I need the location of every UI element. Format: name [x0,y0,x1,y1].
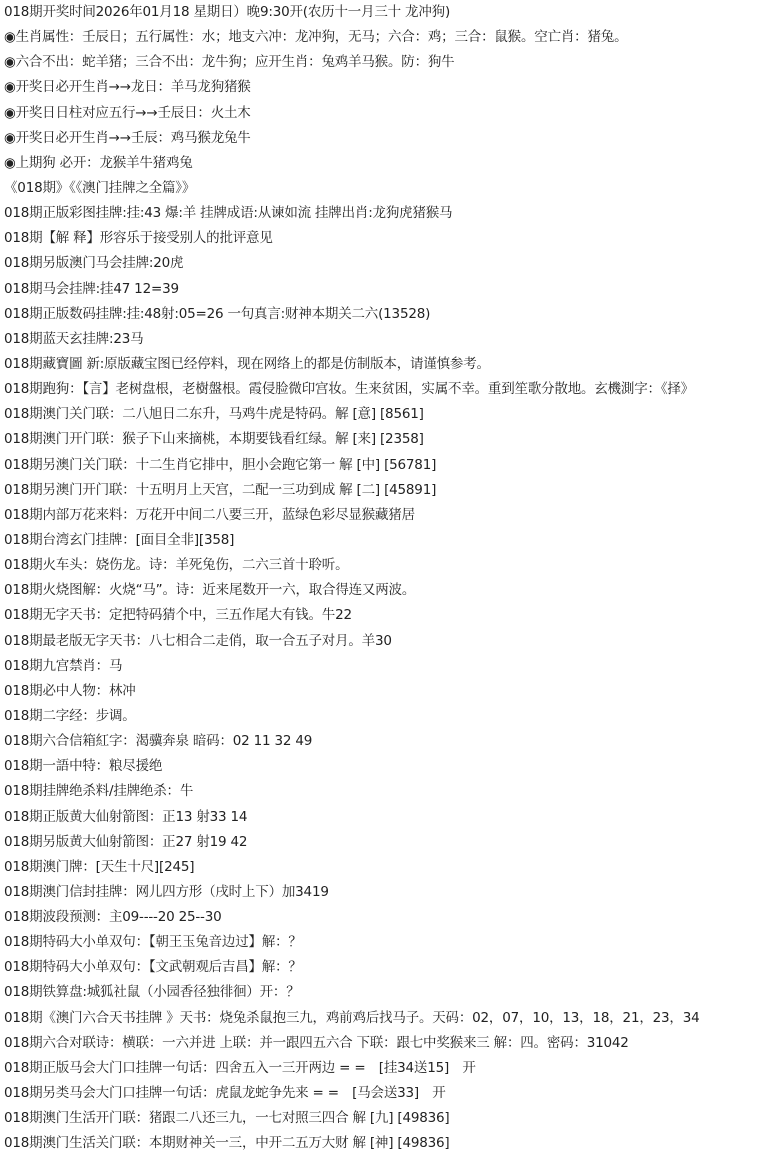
text-line: 018期另版澳门马会挂牌:20虎 [4,255,184,272]
text-line: 018期二字经：步调。 [4,707,136,724]
text-line: 018期正版黄大仙射箭图：正13 射33 14 [4,808,248,825]
text-line: ◉开奖日必开生肖→→壬辰：鸡马猴龙兔牛 [4,129,251,146]
text-line: ◉六合不出：蛇羊猪；三合不出：龙牛狗；应开生肖：兔鸡羊马猴。防：狗牛 [4,54,455,71]
text-line: 018期开奖时间2026年01月18 星期日）晚9:30开(农历十一月三十 龙冲狗) [4,4,451,20]
text-line: ◉开奖日日柱对应五行→→壬辰日：火土木 [4,104,251,121]
text-line: 018期火车头：娆伤龙。诗：羊死兔伤，二六三首十聆听。 [4,557,349,574]
text-line: 018期马会挂牌:挂47 12=39 [4,280,179,297]
text-line: 018期藏寶圖 新:原版藏宝图已经停料，现在网络上的都是仿制版本，请谨慎参考。 [4,355,490,372]
text-line: 018期特码大小单双句：【朝王玉兔音边过】解：？ [4,934,302,951]
text-line: 018期另澳门开门联：十五明月上天宫，二配一三功到成 解 [二] [45891] [4,481,437,498]
text-line: 018期挂牌绝杀料/挂牌绝杀：牛 [4,783,194,800]
text-line: 018期澳门信封挂牌：网儿四方形（戌时上下）加3419 [4,883,329,900]
text-line: 018期澳门生活开门联：猪跟二八还三九，一七对照三四合 解 [九] [49836] [4,1110,450,1127]
text-line: 018期澳门开门联：猴子下山来摘桃，本期要钱看红绿。解 [来] [2358] [4,431,424,448]
text-line: 018期台湾玄门挂牌：[面目全非][358] [4,531,235,548]
text-line: 018期六合信箱紅字：渴骥奔泉 暗码：02 11 32 49 [4,733,313,750]
text-line: 018期澳门关门联：二八旭日二东升，马鸡牛虎是特码。解 [意] [8561] [4,406,424,423]
text-line: 018期澳门生活关门联：本期财神关一三，中开二五万大财 解 [神] [49836] [4,1135,450,1152]
text-line: 018期一語中特：粮尽援绝 [4,758,163,775]
text-line: 018期九宫禁肖：马 [4,657,123,674]
text-line: 018期正版彩图挂牌:挂:43 爆:羊 挂牌成语:从谏如流 挂牌出肖:龙狗虎猪猴马 [4,205,453,222]
text-line: ◉上期狗 必开：龙猴羊牛猪鸡兔 [4,154,193,171]
text-line: 018期无字天书：定把特码猜个中，三五作尾大有钱。牛22 [4,607,352,624]
text-line: 018期内部万花来料：万花开中间二八要三开，蓝绿色彩尽显猴藏猪居 [4,506,415,523]
text-line: 018期正版数码挂牌:挂:48射:05=26 一句真言:财神本期关二六(13528) [4,305,431,322]
text-line: ◉开奖日必开生肖→→龙日：羊马龙狗猪猴 [4,79,251,96]
text-line: ◉生肖属性：壬辰日；五行属性：水；地支六冲：龙冲狗，无马；六合：鸡；三合：鼠猴。空亡肖：猪兔。 [4,29,628,46]
text-line: 018期另类马会大门口挂牌一句话：虎鼠龙蛇争先来 = = [马会送33] 开 [4,1085,446,1102]
text-line: 018期特码大小单双句：【文武朝观后吉昌】解：？ [4,959,302,976]
text-line: 018期必中人物：林冲 [4,682,136,699]
text-line: 018期六合对联诗：横联：一六并进 上联：并一跟四五六合 下联：跟七中奖猴来三 解：四。密码：31042 [4,1034,629,1051]
text-line: 018期波段预测：主09----20 25--30 [4,909,222,926]
text-line: 018期《澳门六合天书挂牌 》天书：烧兔杀鼠抱三九，鸡前鸡后找马子。天码：02，07，10，13，18，21，23，34 [4,1009,700,1026]
text-line: 018期【解 释】形容乐于接受别人的批评意见 [4,230,273,247]
section-heading: 《018期》《《澳门挂牌之全篇》》 [4,179,196,196]
text-line: 018期最老版无字天书：八七相合二走俏，取一合五子对月。羊30 [4,632,392,649]
text-line: 018期另澳门关门联：十二生肖它排中，胆小会跑它第一 解 [中] [56781] [4,456,437,473]
text-line: 018期铁算盘:城狐社鼠（小园香径独徘徊）开：？ [4,984,300,1001]
text-line: 018期火烧图解：火烧“马”。诗：近来尾数开一六，取合得连又两波。 [4,582,416,599]
text-line: 018期跑狗：【言】老树盘根，老樹盤根。霞侵脸微印宫妆。生来贫困，实属不幸。重到笙歌分散地。玄機測字：《择》 [4,381,694,398]
text-line: 018期蓝天玄挂牌:23马 [4,330,144,347]
text-line: 018期澳门牌：[天生十尺][245] [4,858,195,875]
text-line: 018期正版马会大门口挂牌一句话：四舍五入一三开两边 = = [挂34送15] 开 [4,1059,476,1076]
text-line: 018期另版黄大仙射箭图：正27 射19 42 [4,833,248,850]
